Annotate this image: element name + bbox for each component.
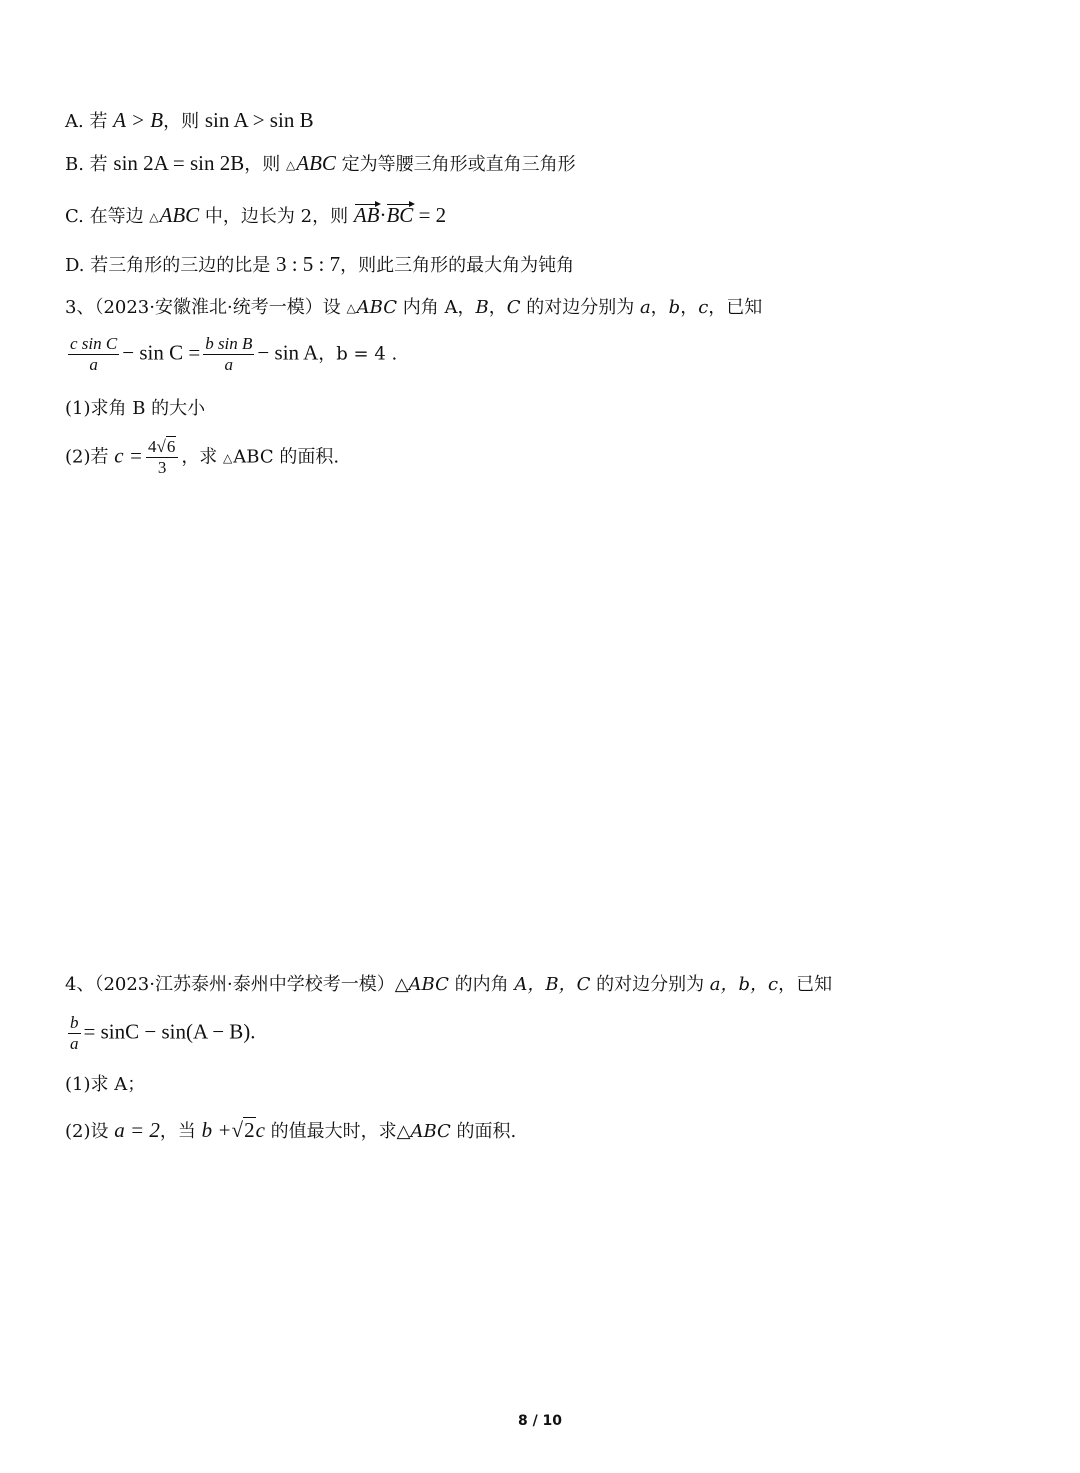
q3-part2-suffix-pre: ，求: [181, 446, 224, 468]
triangle-symbol: △: [149, 210, 159, 224]
q3-b-lc: b: [668, 297, 681, 318]
fraction: [68, 334, 119, 375]
q3-c-eq: c =: [114, 443, 143, 468]
option-a-math2: sin A > sin B: [204, 108, 314, 132]
q4-expr-b: b +: [201, 1118, 232, 1142]
q3-part1-text: (1)求角 B 的大小: [65, 398, 206, 419]
option-c-eq: = 2: [413, 203, 447, 227]
q4-lc-vars: a，b，c: [709, 974, 779, 995]
option-b-mid: ，则: [244, 154, 287, 175]
q4-part2-end: 的面积.: [450, 1121, 517, 1142]
option-d-suffix: ，则此三角形的最大角为钝角: [340, 255, 575, 276]
q4-abc2: ABC: [410, 1121, 451, 1142]
q4-part2-suffix: 的值最大时，求△: [264, 1121, 411, 1142]
q3-header2: 内角 A，: [397, 297, 476, 318]
q3-minus-sinc: − sin C =: [122, 340, 201, 365]
option-b-math2: ABC: [296, 151, 336, 175]
option-b-prefix: B. 若: [65, 154, 114, 175]
q3-comma1: ，: [488, 297, 507, 318]
fraction-numerator: c sin C: [70, 334, 118, 353]
q4-header4: ，已知: [778, 974, 833, 995]
q4-part2-prefix: (2)设: [65, 1121, 115, 1142]
fraction: [146, 437, 178, 478]
q3-comma3: ，: [680, 297, 699, 318]
fraction-denominator: a: [224, 355, 234, 374]
q3-comma2: ，: [650, 297, 669, 318]
fraction-denominator: a: [70, 1034, 79, 1053]
vector-ab: AB: [353, 203, 380, 227]
option-d-math1: 3 : 5 : 7: [275, 252, 341, 276]
radicand: 2: [244, 1118, 255, 1142]
option-c: [65, 203, 446, 229]
q4-mid: ，当: [159, 1121, 202, 1142]
option-c-prefix: C. 在等边: [65, 206, 150, 227]
fraction-numerator: [146, 437, 178, 458]
q4-header2: 的内角: [448, 974, 515, 995]
option-a: [65, 108, 314, 134]
q4-part2: [65, 1118, 516, 1144]
radicand: 6: [166, 437, 176, 456]
option-a-math1: A > B: [113, 108, 164, 132]
q4-part1: [65, 1073, 145, 1097]
q4-equation: [65, 1013, 256, 1054]
q3-header4: ，已知: [708, 297, 763, 318]
q3-part2-suffix: ABC 的面积.: [233, 446, 340, 468]
q3-header3: 的对边分别为: [520, 297, 640, 318]
option-b-suffix: 定为等腰三角形或直角三角形: [335, 154, 576, 175]
fraction: [68, 1013, 81, 1054]
q4-expr-c: c: [255, 1118, 265, 1142]
option-a-prefix: A. 若: [65, 111, 114, 132]
q3-c-lc: c: [698, 297, 709, 318]
triangle-symbol: △: [346, 301, 356, 315]
page-number: 8 / 10: [517, 1413, 563, 1429]
radical-coefficient: 4: [147, 437, 157, 456]
q3-header-text: 3、（2023·安徽淮北·统考一模）设: [65, 297, 347, 318]
triangle-symbol: △: [286, 158, 296, 172]
q4-eq: = sinC − sin(A − B).: [83, 1019, 256, 1044]
q3-abc: ABC: [356, 297, 398, 318]
option-d: [65, 252, 574, 278]
q3-part1: [65, 397, 205, 421]
q4-abc: ABC: [408, 974, 449, 995]
q4-header3: 的对边分别为: [590, 974, 710, 995]
fraction-denominator: a: [89, 355, 98, 374]
q3-header: [65, 296, 762, 320]
option-b-math1: sin 2A = sin 2B: [113, 151, 245, 175]
q3-c-var: C: [506, 297, 521, 318]
sqrt-symbol: √2: [231, 1118, 255, 1142]
option-d-prefix: D. 若三角形的三边的比是: [65, 255, 276, 276]
q4-vars: A，B，C: [514, 974, 591, 995]
q3-condition: ，b = 4 .: [318, 343, 398, 365]
triangle-symbol: △: [223, 450, 233, 465]
q3-part2-prefix: (2)若: [65, 446, 115, 468]
option-b: [65, 151, 576, 177]
q3-minus-sina: − sin A: [257, 340, 319, 365]
dot-operator: ·: [379, 203, 387, 227]
q3-b-var: B: [475, 297, 489, 318]
fraction-denominator: 3: [157, 458, 167, 477]
q4-header: [65, 973, 832, 997]
q3-part2: [65, 437, 339, 478]
vector-bc: BC: [386, 203, 414, 227]
option-c-mid: 中，边长为 2，则: [199, 206, 354, 227]
q4-part1-text: (1)求 A；: [65, 1074, 146, 1095]
option-a-mid: ，则: [163, 111, 205, 132]
q4-a-eq: a = 2: [114, 1118, 160, 1142]
fraction-numerator: b sin B: [205, 334, 253, 353]
fraction-numerator: b: [70, 1013, 79, 1032]
q3-equation: [65, 334, 397, 375]
option-c-math1: ABC: [159, 203, 200, 227]
sqrt-symbol: √6: [156, 437, 176, 456]
q4-header-text: 4、（2023·江苏泰州·泰州中学校考一模）△: [65, 974, 409, 995]
fraction: [203, 334, 254, 375]
q3-a-lc: a: [639, 297, 651, 318]
